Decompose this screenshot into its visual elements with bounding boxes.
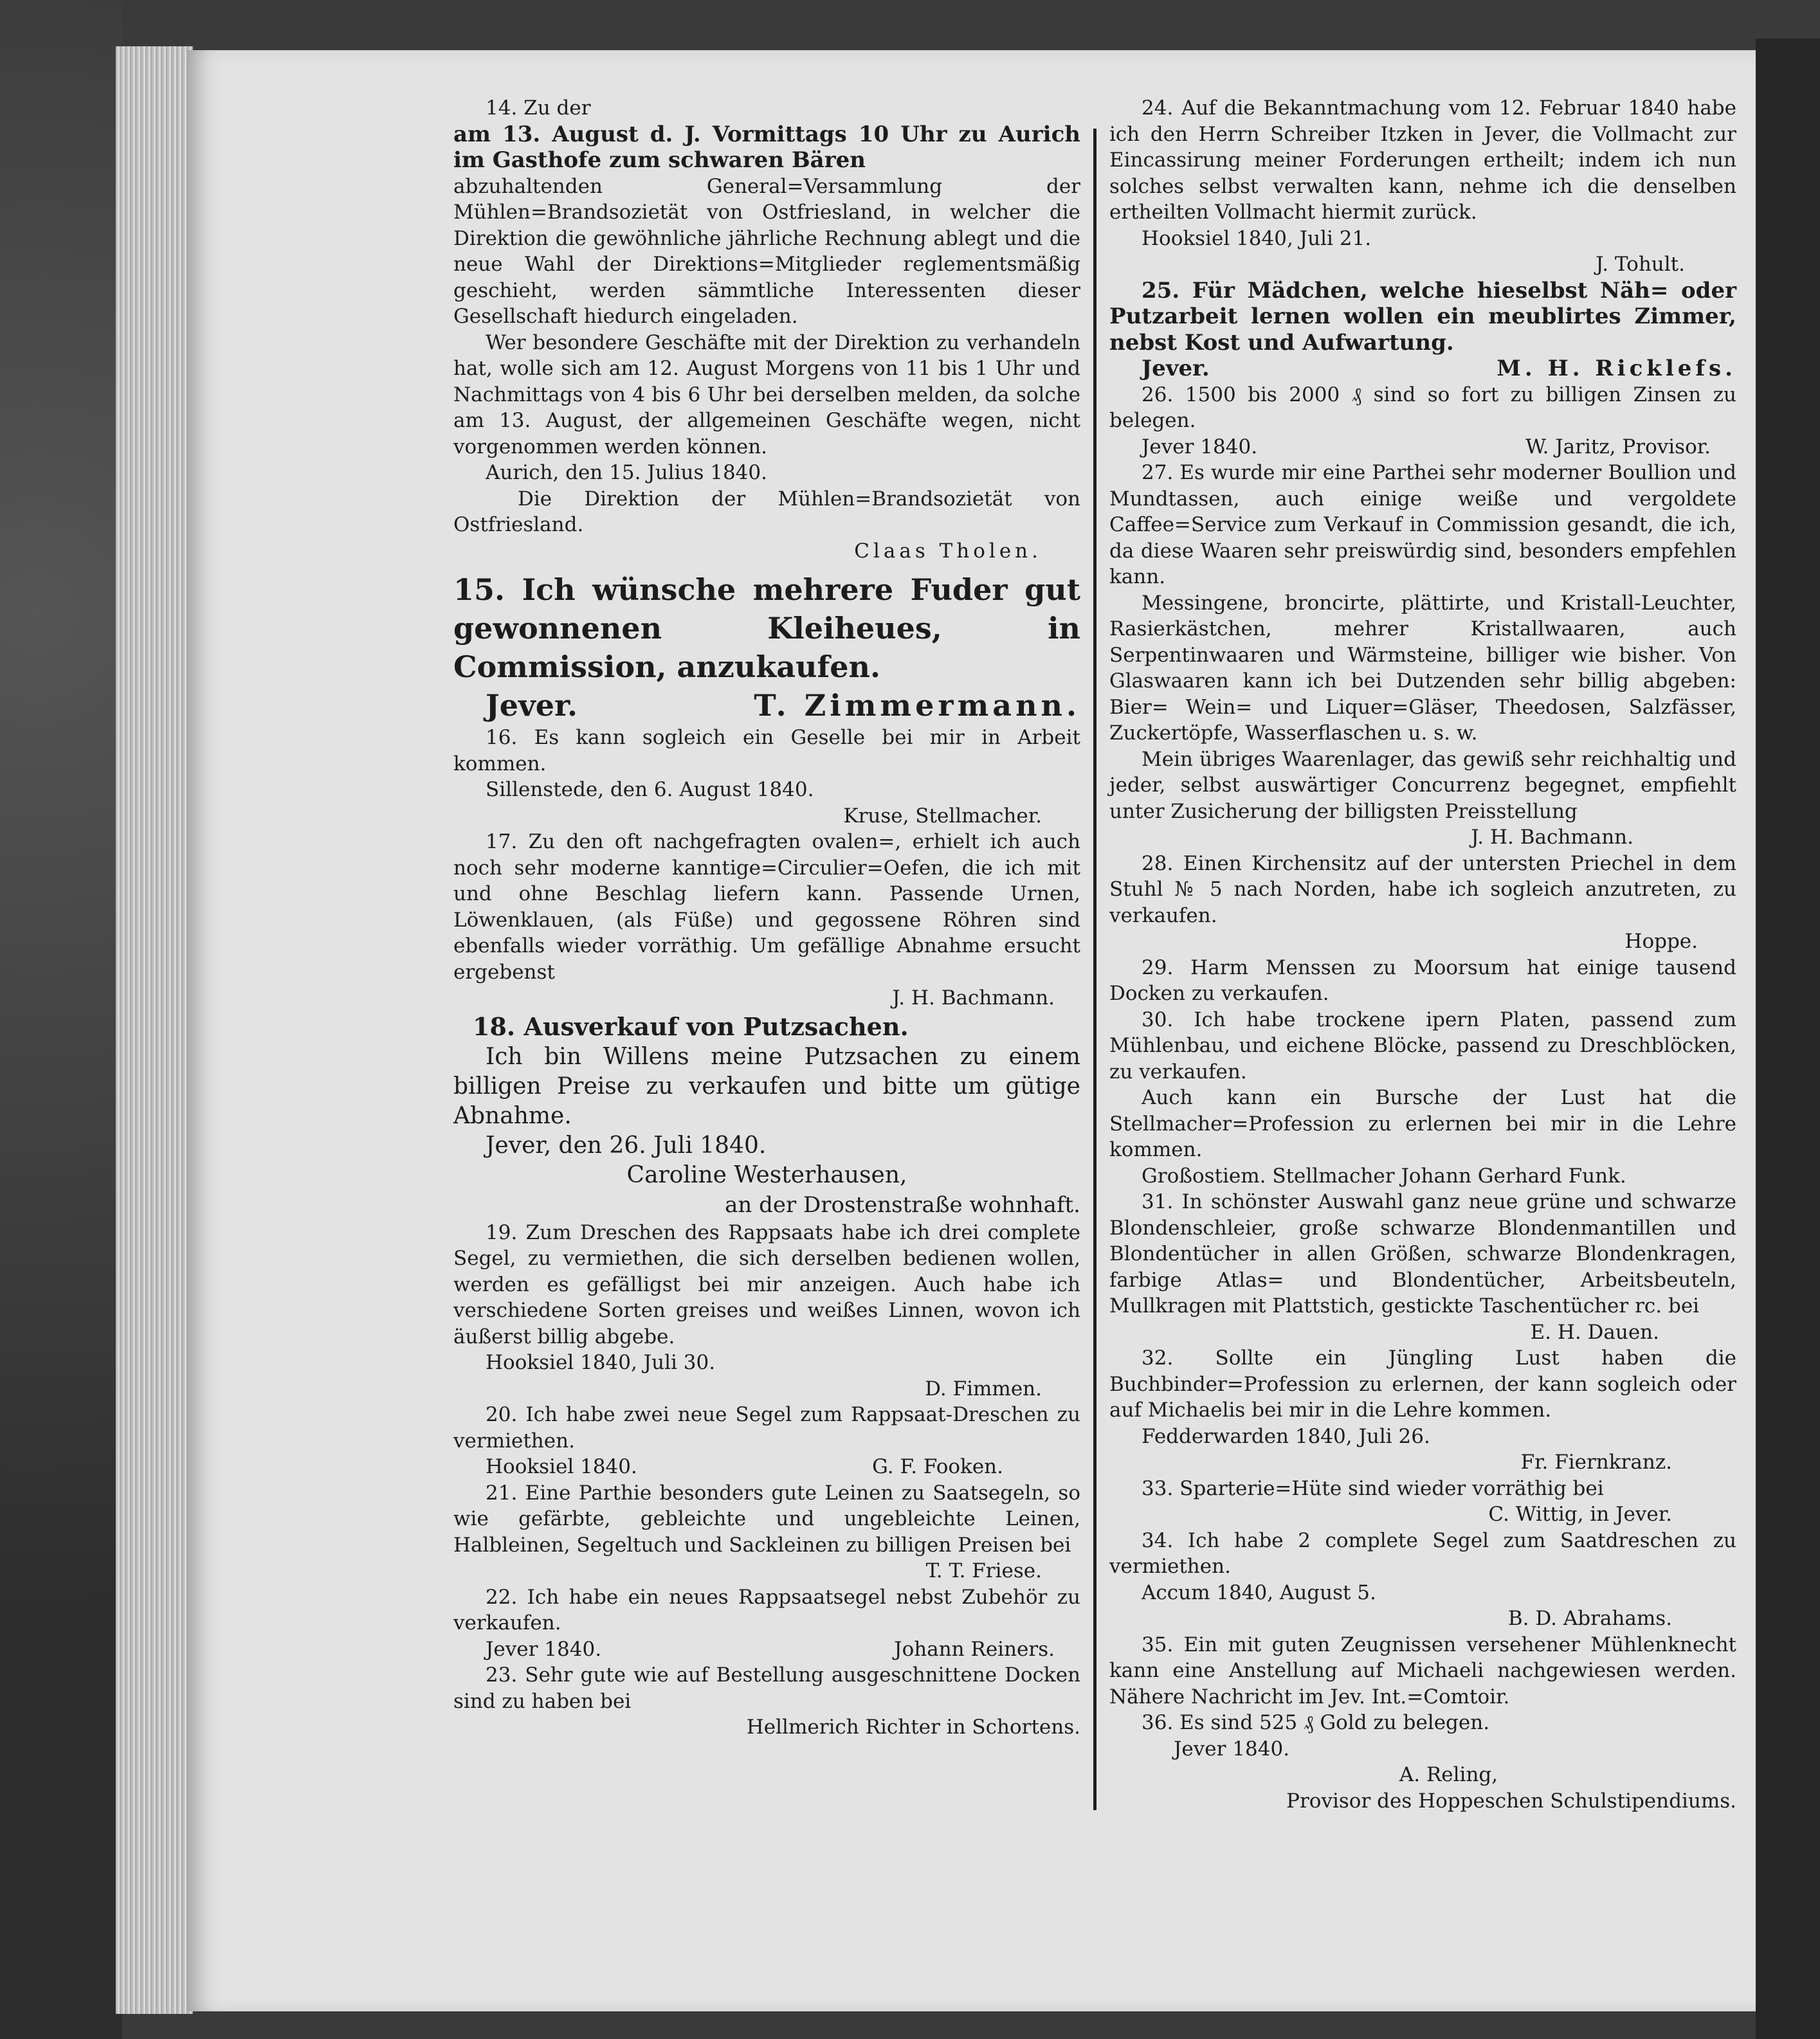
ad-19-text: 19. Zum Dreschen des Rappsaats habe ich drei complete Segel, zu vermiethen, die sich derselben bedienen wollen, werden es gefälligst bei mir anzeigen. Auch habe ich verschiedene Sorten greises und weißes Linnen, wovon ich äußerst billig abgebe. xyxy=(453,1220,1080,1348)
ad-25-name: M. H. Ricklefs. xyxy=(1497,356,1736,381)
ad-24-text: 24. Auf die Bekanntmachung vom 12. Februar 1840 habe ich den Herrn Schreiber Itzken in Jever, die Vollmacht zur Eincassirung meiner Forderungen ertheilt; indem ich nun solches selbst verwalten kann, nehme ich die denselben ertheilten Vollmacht hiermit zurück. xyxy=(1109,96,1736,224)
ad-22-text: 22. Ich habe ein neues Rappsaatsegel nebst Zubehör zu verkaufen. xyxy=(453,1585,1080,1635)
ad-27-name: J. H. Bachmann. xyxy=(1471,826,1633,849)
ad-32-text: 32. Sollte ein Jüngling Lust haben die Buchbinder=Profession zu erlernen, der kann sogleich oder auf Michaelis bei mir in die Lehre kommen. xyxy=(1109,1346,1736,1422)
ad-32-place: Fedderwarden 1840, Juli 26. xyxy=(1142,1424,1430,1448)
ad-22-name: Johann Reiners. xyxy=(894,1637,1055,1661)
ad-24-name: J. Tohult. xyxy=(1596,253,1685,276)
ad-16-name: Kruse, Stellmacher. xyxy=(843,804,1042,828)
left-column xyxy=(453,95,1080,1741)
column-divider xyxy=(1093,129,1097,1810)
ad-18-name: Caroline Westerhausen, xyxy=(626,1161,907,1188)
ad-26-place: Jever 1840. xyxy=(1142,435,1258,458)
ad-18-place: Jever, den 26. Juli 1840. xyxy=(486,1132,767,1159)
right-margin-shadow xyxy=(1756,39,1820,2039)
ad-16-place: Sillenstede, den 6. August 1840. xyxy=(486,778,814,801)
ad-14-signatory: Die Direktion der Mühlen=Brandsozietät von Ostfriesland. xyxy=(453,487,1080,536)
ad-23-text: 23. Sehr gute wie auf Bestellung ausgeschnittene Docken sind zu haben bei xyxy=(453,1663,1080,1713)
ad-15-text: 15. Ich wünsche mehrere Fuder gut gewonnenen Kleiheues, in Commission, anzukaufen. xyxy=(453,572,1080,684)
ad-30-signature: Großostiem. Stellmacher Johann Gerhard Funk. xyxy=(1142,1164,1626,1188)
ad-14-name: Claas Tholen. xyxy=(854,539,1042,563)
ad-25-text: 25. Für Mädchen, welche hieselbst Näh= oder Putzarbeit lernen wollen ein meublirtes Zimmer, nebst Kost und Aufwartung. xyxy=(1109,277,1736,356)
ad-15-name: T. Zimmermann. xyxy=(754,688,1080,723)
ad-18-address: an der Drostenstraße wohnhaft. xyxy=(725,1192,1080,1218)
ad-15-place: Jever. xyxy=(486,688,578,723)
ad-20-footer xyxy=(453,1454,1080,1480)
ad-32-name: Fr. Fiernkranz. xyxy=(1520,1451,1672,1474)
ad-36-name: A. Reling, xyxy=(1399,1763,1498,1786)
ad-19-place: Hooksiel 1840, Juli 30. xyxy=(486,1351,716,1374)
ad-18-text: Ich bin Willens meine Putzsachen zu einem billigen Preise zu verkaufen und bitte um gütige Abnahme. xyxy=(453,1043,1080,1129)
ad-19-name: D. Fimmen. xyxy=(925,1377,1042,1400)
ad-28-name: Hoppe. xyxy=(1624,930,1698,953)
ad-14-number: 14. Zu der xyxy=(486,96,591,120)
ad-30-text: 30. Ich habe trockene ipern Platen, passend zum Mühlenbau, und eichene Blöcke, passend zu Dreschblöcken, zu verkaufen. xyxy=(1109,1008,1736,1083)
ad-21-text: 21. Eine Parthie besonders gute Leinen zu Saatsegeln, so wie gefärbte, gebleichte und ungebleichte Leinen, Halbleinen, Segeltuch und Sackleinen zu billigen Preisen bei xyxy=(453,1481,1080,1557)
ad-27-text-3: Mein übriges Waarenlager, das gewiß sehr reichhaltig und jeder, selbst auswärtiger Concurrenz begegnet, empfiehlt unter Zusicherung der billigsten Preisstellung xyxy=(1109,747,1736,823)
ad-30-text-2: Auch kann ein Bursche der Lust hat die Stellmacher=Profession zu erlernen bei mir in die Lehre kommen. xyxy=(1109,1086,1736,1161)
ad-26-text: 26. 1500 bis 2000 ₰ sind so fort zu billigen Zinsen zu belegen. xyxy=(1109,383,1736,432)
ad-20-name: G. F. Fooken. xyxy=(872,1455,1003,1478)
ad-26-footer xyxy=(1109,434,1736,460)
ad-27-text: 27. Es wurde mir eine Parthei sehr moderner Boullion und Mundtassen, auch einige weiße und vergoldete Caffee=Service zum Verkauf in Commission gesandt, die ich, da diese Waaren sehr preiswürdig sind, besonders empfehlen kann. xyxy=(1109,461,1736,588)
ad-26-name: W. Jaritz, Provisor. xyxy=(1525,435,1711,458)
ad-31-name: E. H. Dauen. xyxy=(1530,1320,1659,1344)
ad-33-text: 33. Sparterie=Hüte sind wieder vorräthig bei xyxy=(1142,1476,1604,1500)
ad-17-text: 17. Zu den oft nachgefragten ovalen=, erhielt ich auch noch sehr moderne kanntige=Circulier=Oefen, die ich mit und ohne Beschlag liefern kann. Passende Urnen, Löwenklauen, (als Füße) und gegossene Röhren sind ebenfalls wieder vorräthig. Um gefällige Abnahme ersucht ergebenst xyxy=(453,830,1080,984)
ad-25-footer xyxy=(1109,356,1736,382)
ad-35-text: 35. Ein mit guten Zeugnissen versehener Mühlenknecht kann eine Anstellung auf Michaeli nachgewiesen werden. Nähere Nachricht im Jev. Int.=Comtoir. xyxy=(1109,1633,1736,1708)
ad-16-text: 16. Es kann sogleich ein Geselle bei mir in Arbeit kommen. xyxy=(453,726,1080,775)
ad-25-place: Jever. xyxy=(1142,356,1210,381)
ad-34-name: B. D. Abrahams. xyxy=(1507,1607,1672,1630)
ad-28-text: 28. Einen Kirchensitz auf der untersten Priechel in dem Stuhl № 5 nach Norden, habe ich sogleich anzutreten, zu verkaufen. xyxy=(1109,851,1736,927)
page-stack-edge xyxy=(116,46,193,2014)
ad-33-name: C. Wittig, in Jever. xyxy=(1488,1503,1672,1526)
ad-36-place: Jever 1840. xyxy=(1174,1737,1290,1761)
ad-20-place: Hooksiel 1840. xyxy=(486,1455,637,1478)
ad-27-text-2: Messingene, broncirte, plättirte, und Kristall-Leuchter, Rasierkästchen, mehrer Kristallwaaren, auch Serpentinwaaren und Wärmsteine, billiger wie bisher. Von Glaswaaren kann ich bei Dutzenden sehr billig abgeben: Bier= Wein= und Liquer=Gläser, Theedosen, Salzfässer, Zuckertöpfe, Wasserflaschen u. s. w. xyxy=(1109,591,1736,745)
right-column xyxy=(1109,95,1736,1814)
ad-34-place: Accum 1840, August 5. xyxy=(1142,1581,1376,1604)
ad-36-text: 36. Es sind 525 ₰ Gold zu belegen. xyxy=(1142,1711,1490,1734)
ad-17-name: J. H. Bachmann. xyxy=(892,986,1055,1010)
ad-29-text: 29. Harm Menssen zu Moorsum hat einige tausend Docken zu verkaufen. xyxy=(1109,956,1736,1005)
ad-14-heading: am 13. August d. J. Vormittags 10 Uhr zu Aurich im Gasthofe zum schwaren Bären xyxy=(453,121,1080,173)
ad-22-footer xyxy=(453,1636,1080,1663)
ad-20-text: 20. Ich habe zwei neue Segel zum Rappsaat-Dreschen zu vermiethen. xyxy=(453,1403,1080,1453)
book-cover-edge xyxy=(0,0,122,2039)
ad-34-text: 34. Ich habe 2 complete Segel zum Saatdreschen zu vermiethen. xyxy=(1109,1528,1736,1578)
ad-14-body: abzuhaltenden General=Versammlung der Mühlen=Brandsozietät von Ostfriesland, in welcher die Direktion die gewöhnliche jährliche Rechnung ablegt und die neue Wahl der Direktions=Mitglieder reglementsmäßig geschieht, werden sämmtliche Interessenten dieser Gesellschaft hiedurch eingeladen. xyxy=(453,174,1080,328)
ad-23-name: Hellmerich Richter in Schortens. xyxy=(746,1716,1080,1739)
ad-31-text: 31. In schönster Auswahl ganz neue grüne und schwarze Blondenschleier, große schwarze Blondenmantillen und Blondentücher in allen Größen, schwarze Blondenkragen, farbige Atlas= und Blondentücher, Arbeitsbeuteln, Mullkragen mit Plattstich, gestickte Taschentücher rc. bei xyxy=(1109,1190,1736,1318)
ad-24-place: Hooksiel 1840, Juli 21. xyxy=(1142,226,1372,250)
ad-22-place: Jever 1840. xyxy=(486,1637,602,1661)
ad-18-heading: 18. Ausverkauf von Putzsachen. xyxy=(473,1011,909,1041)
ad-15-footer xyxy=(453,686,1080,725)
ad-14-body-2: Wer besondere Geschäfte mit der Direktion zu verhandeln hat, wolle sich am 12. August Morgens von 11 bis 1 Uhr und Nachmittags von 4 bis 6 Uhr bei derselben melden, da solche am 13. August, der allgemeinen Geschäfte wegen, nicht vorgenommen werden können. xyxy=(453,331,1080,458)
ad-14-place-date: Aurich, den 15. Julius 1840. xyxy=(486,461,767,484)
ad-21-name: T. T. Friese. xyxy=(925,1559,1042,1582)
ad-36-title: Provisor des Hoppeschen Schulstipendiums. xyxy=(1286,1789,1736,1813)
